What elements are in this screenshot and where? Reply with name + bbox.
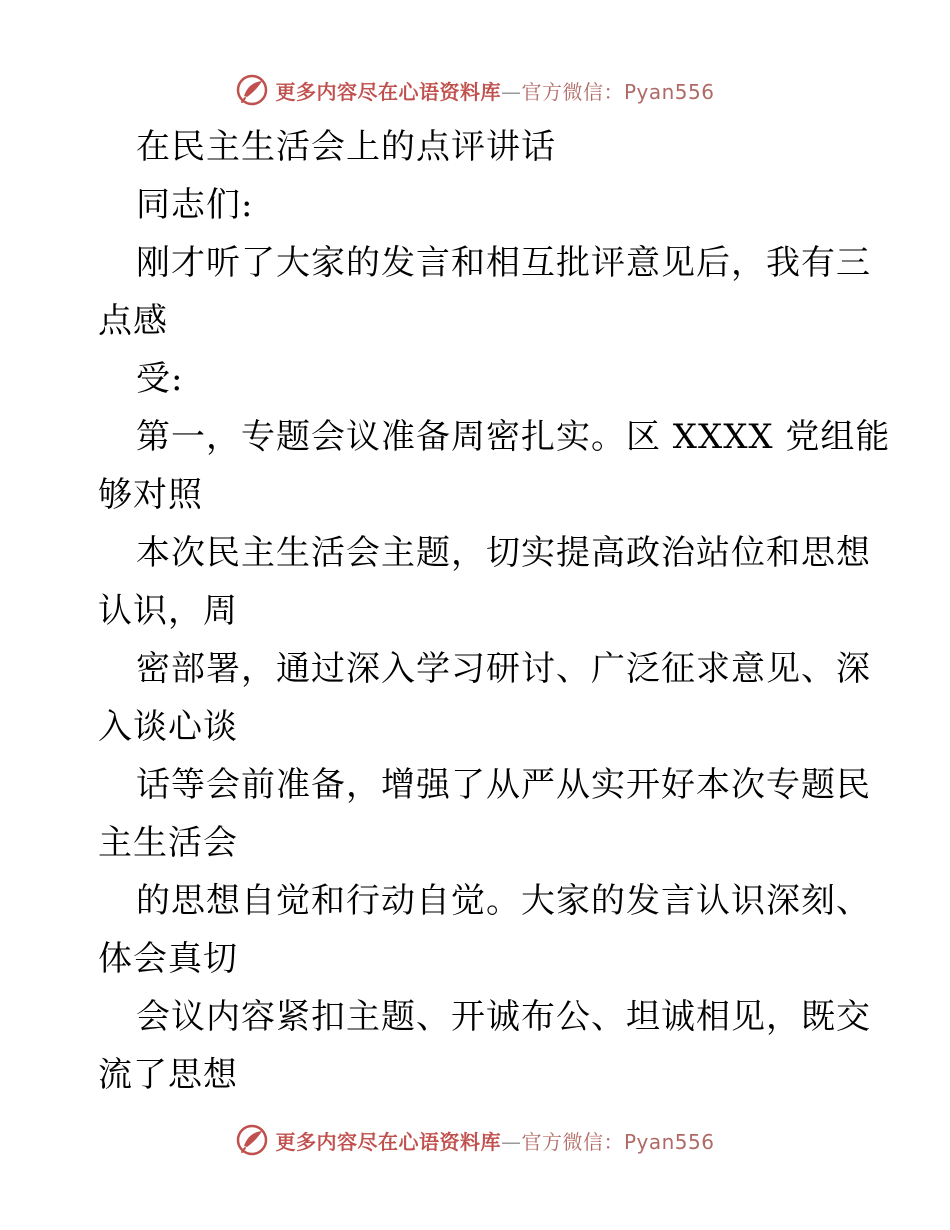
salutation: 同志们: [136,185,254,225]
paragraph-line: 体会真切 [98,939,238,979]
document-body [98,118,891,1104]
header-banner-text [275,76,714,105]
paragraph-line: 认识，周 [98,591,238,631]
footer-banner-text [275,1126,714,1155]
paragraph-line: 会议内容紧扣主题、开诚布公、坦诚相见，既交 [136,997,871,1037]
footer-banner [0,1118,950,1162]
footer-separator: — [500,1129,522,1154]
header-wechat-text: 官方微信：Pyan556 [521,79,715,104]
paragraph-line: 点感 [98,301,168,341]
document-title: 在民主生活会上的点评讲话 [136,127,556,167]
paragraph-line: 主生活会 [98,823,238,863]
paragraph-line: 入谈心谈 [98,707,238,747]
paragraph-line: 话等会前准备，增强了从严从实开好本次专题民 [136,765,871,805]
logo-icon [235,73,269,107]
paragraph-line: 够对照 [98,475,203,515]
header-brand-text: 更多内容尽在心语资料库 [275,79,501,104]
footer-brand-text: 更多内容尽在心语资料库 [275,1129,501,1154]
logo-icon [235,1123,269,1157]
footer-wechat-text: 官方微信：Pyan556 [521,1129,715,1154]
header-separator: — [500,79,522,104]
paragraph-line: 流了思想 [98,1055,238,1095]
paragraph-line: 本次民主生活会主题，切实提高政治站位和思想 [136,533,871,573]
header-banner [0,68,950,112]
paragraph-line: 第一，专题会议准备周密扎实。区 XXXX 党组能 [136,417,891,457]
paragraph-line: 的思想自觉和行动自觉。大家的发言认识深刻、 [136,881,871,921]
paragraph-line: 密部署，通过深入学习研讨、广泛征求意见、深 [136,649,871,689]
paragraph-line: 受: [136,359,184,399]
paragraph-line: 刚才听了大家的发言和相互批评意见后，我有三 [136,243,871,283]
